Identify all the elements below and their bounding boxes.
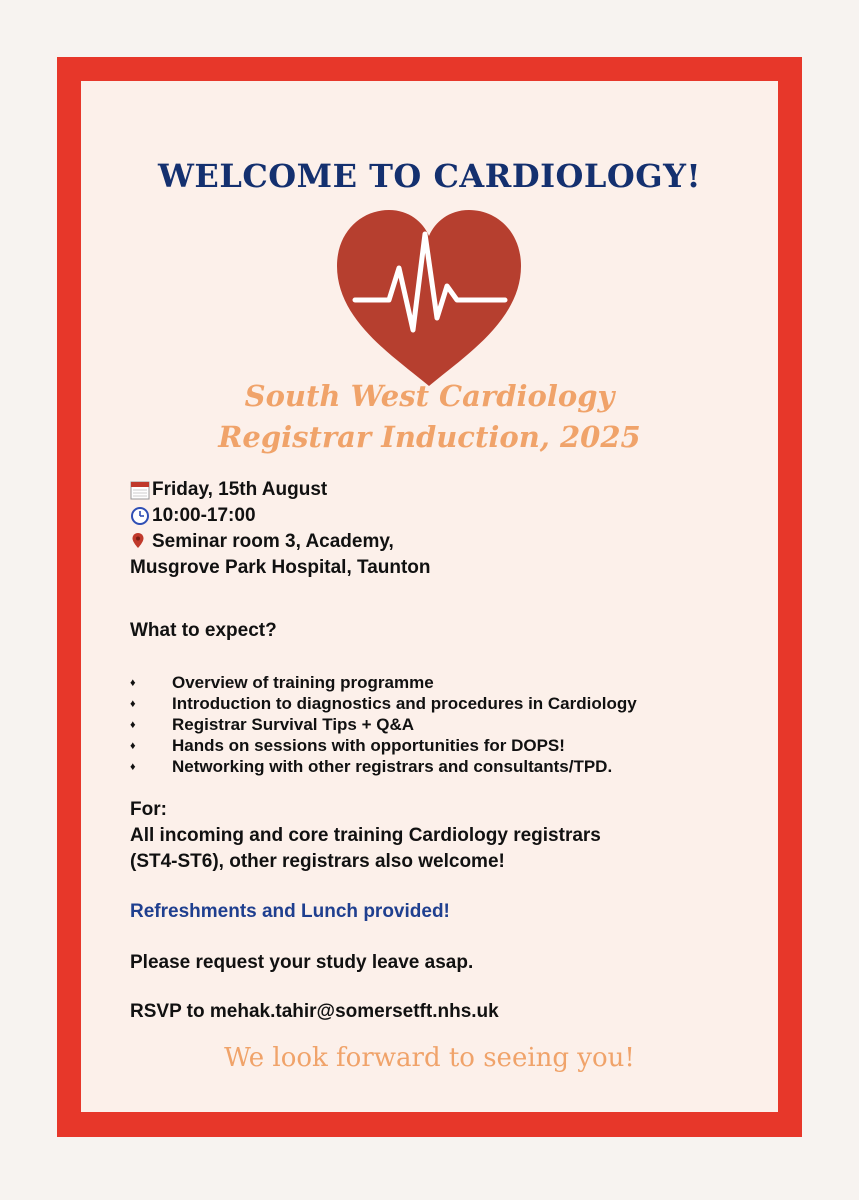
event-time: 10:00-17:00 [152, 505, 256, 526]
clock-icon [130, 505, 150, 527]
audience-line-2: (ST4-ST6), other registrars also welcome! [130, 851, 505, 872]
bullet-diamond-icon: ♦ [130, 739, 136, 752]
location-row [130, 529, 431, 555]
refreshments-note: Refreshments and Lunch provided! [130, 901, 450, 922]
rsvp-line: RSVP to mehak.tahir@somersetft.nhs.uk [130, 1001, 499, 1022]
bullet-diamond-icon: ♦ [130, 718, 136, 731]
list-item [130, 714, 637, 735]
list-item [130, 735, 637, 756]
event-date: Friday, 15th August [152, 479, 328, 500]
time-row [130, 503, 431, 529]
location-pin-icon [130, 531, 150, 553]
poster-border [57, 57, 802, 1137]
event-details [130, 477, 431, 581]
list-item-text: Introduction to diagnostics and procedures in Cardiology [172, 693, 637, 713]
list-item [130, 672, 637, 693]
bullet-diamond-icon: ♦ [130, 676, 136, 689]
event-location-line-2: Musgrove Park Hospital, Taunton [130, 557, 431, 578]
list-item-text: Overview of training programme [172, 672, 434, 692]
expect-list [130, 672, 637, 777]
date-row [130, 477, 431, 503]
audience-section [130, 797, 601, 875]
event-subtitle [81, 376, 778, 458]
closing-message: We look forward to seeing you! [224, 1043, 635, 1073]
audience-heading: For: [130, 799, 167, 820]
list-item [130, 756, 637, 777]
event-location-line-1: Seminar room 3, Academy, [152, 531, 394, 552]
poster [81, 81, 778, 1112]
bullet-diamond-icon: ♦ [130, 697, 136, 710]
poster-title: WELCOME TO CARDIOLOGY! [157, 157, 702, 195]
audience-line-1: All incoming and core training Cardiology registrars [130, 825, 601, 846]
expect-heading: What to expect? [130, 620, 277, 641]
subtitle-line-2: Registrar Induction, 2025 [218, 420, 641, 454]
study-leave-note: Please request your study leave asap. [130, 952, 474, 973]
bullet-diamond-icon: ♦ [130, 760, 136, 773]
heart-ecg-icon [333, 208, 525, 388]
list-item [130, 693, 637, 714]
calendar-icon [130, 479, 150, 501]
subtitle-line-1: South West Cardiology [244, 379, 615, 413]
list-item-text: Hands on sessions with opportunities for DOPS! [172, 735, 565, 755]
list-item-text: Registrar Survival Tips + Q&A [172, 714, 415, 734]
location-row-2 [130, 555, 431, 581]
list-item-text: Networking with other registrars and consultants/TPD. [172, 756, 613, 776]
